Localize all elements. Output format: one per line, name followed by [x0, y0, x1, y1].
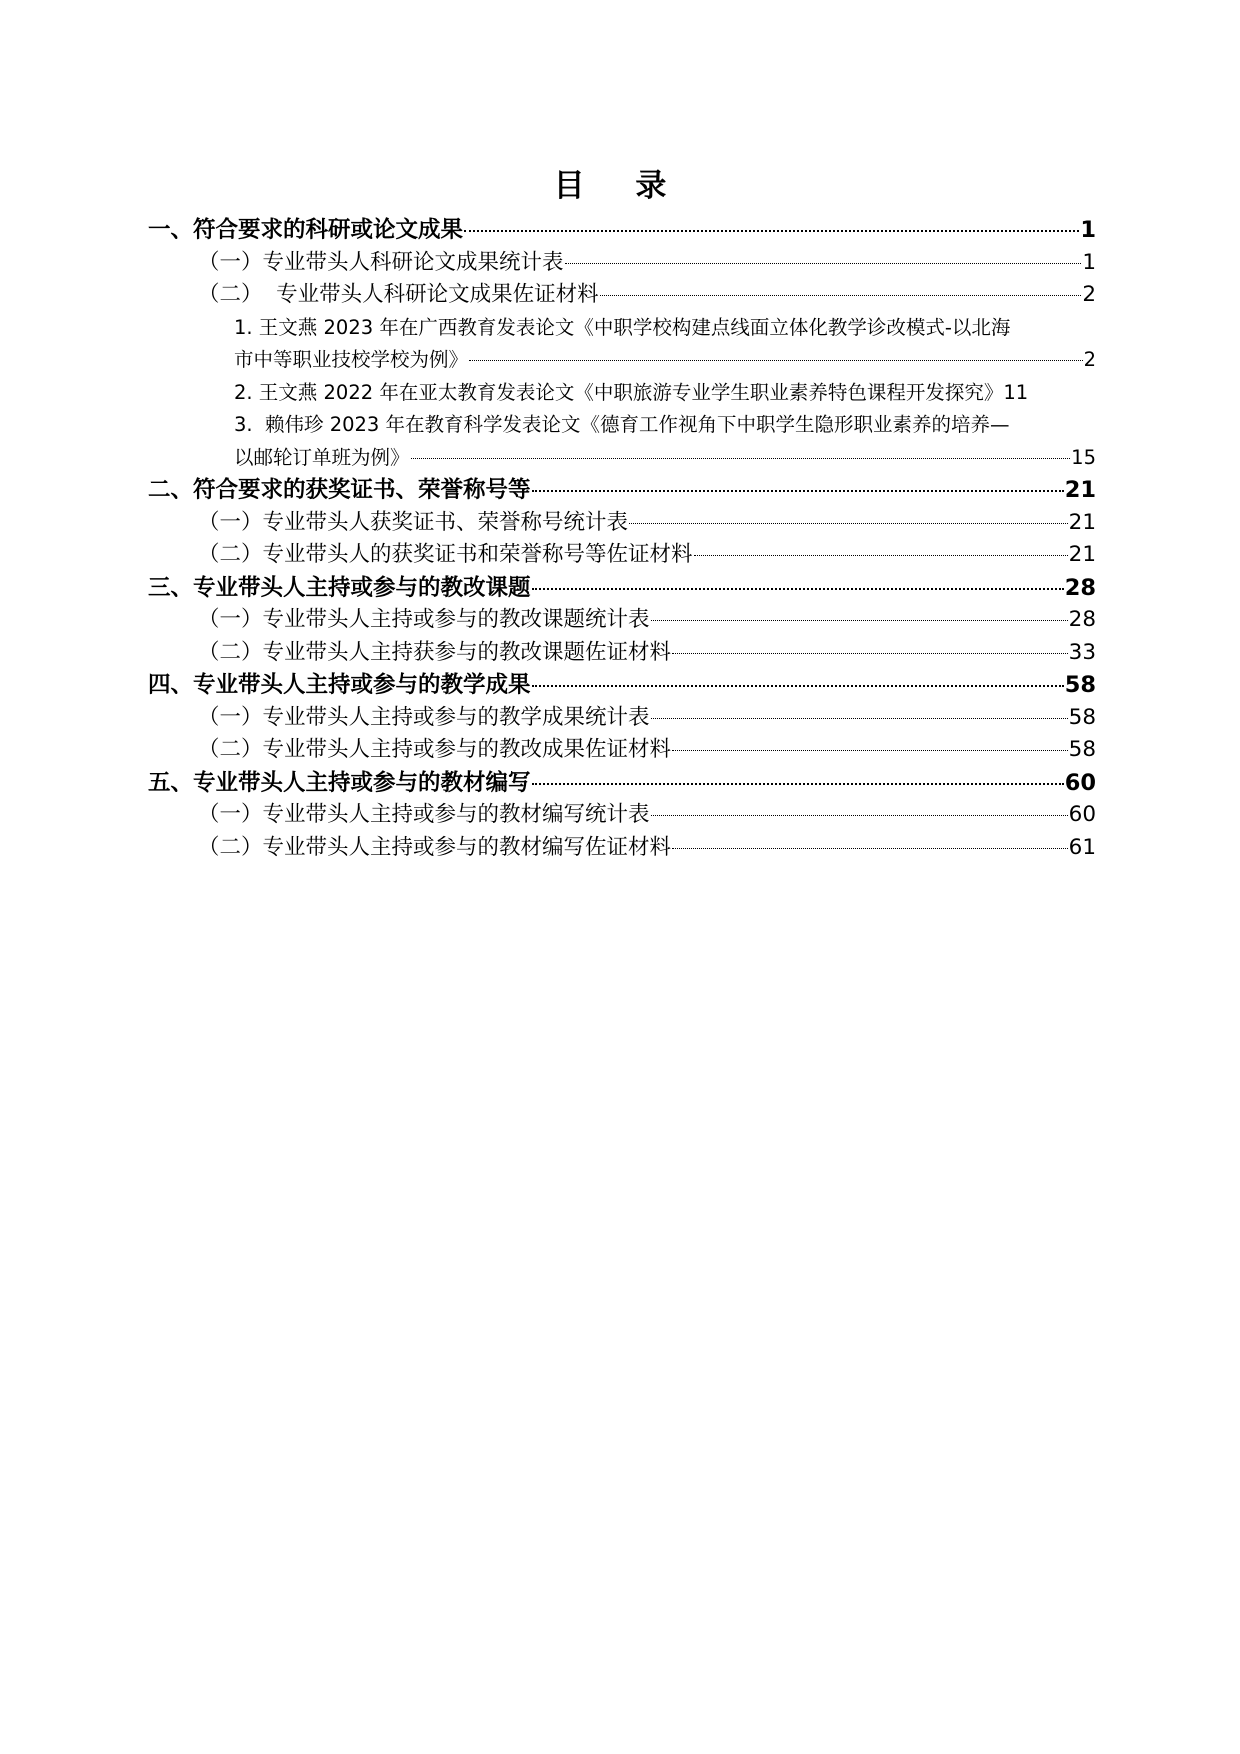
- toc-page-number: 15: [1071, 445, 1096, 469]
- toc-page-number: 28: [1064, 574, 1096, 601]
- dot-leader: [565, 263, 1082, 264]
- toc-entry-item-line1[interactable]: [148, 409, 1096, 442]
- toc-page-number: 21: [1068, 509, 1096, 535]
- toc-entry-section-5[interactable]: [148, 767, 1096, 800]
- toc-entry-subsection[interactable]: [148, 637, 1096, 670]
- dot-leader: [694, 555, 1068, 556]
- toc-entry-title: （二）专业带头人主持或参与的教改成果佐证材料: [198, 737, 672, 762]
- dot-leader: [651, 620, 1068, 621]
- toc-page-number: 60: [1064, 769, 1096, 796]
- toc-page-number: 58: [1068, 704, 1096, 730]
- table-of-contents: [148, 214, 1096, 864]
- toc-entry-subsection[interactable]: [148, 734, 1096, 767]
- toc-entry-title: 五、专业带头人主持或参与的教材编写: [148, 769, 531, 796]
- dot-leader: [651, 718, 1068, 719]
- toc-entry-subsection[interactable]: [148, 832, 1096, 865]
- dot-leader: [469, 360, 1083, 361]
- dot-leader: [411, 458, 1071, 459]
- toc-entry-title: （二）专业带头人主持获参与的教改课题佐证材料: [198, 639, 672, 665]
- toc-page-number: 61: [1068, 834, 1096, 860]
- toc-entry-subsection[interactable]: [148, 702, 1096, 735]
- toc-entry-subsection[interactable]: [148, 279, 1096, 312]
- toc-page-number: 1: [1082, 249, 1096, 275]
- dot-leader: [532, 685, 1064, 687]
- toc-page-number: 2: [1082, 282, 1096, 307]
- toc-page-number: 28: [1068, 607, 1096, 632]
- toc-entry-title: （一）专业带头人科研论文成果统计表: [198, 249, 564, 275]
- toc-entry-subsection[interactable]: [148, 539, 1096, 572]
- toc-page-number: 33: [1068, 639, 1096, 665]
- toc-entry-title: 二、符合要求的获奖证书、荣誉称号等: [148, 477, 531, 503]
- toc-entry-title: 3. 赖伟珍 2023 年在教育科学发表论文《德育工作视角下中职学生隐形职业素养的培养—: [234, 413, 1010, 436]
- toc-entry-title: （二） 专业带头人科研论文成果佐证材料: [198, 282, 599, 307]
- toc-entry-section-4[interactable]: [148, 669, 1096, 702]
- toc-entry-title: 四、专业带头人主持或参与的教学成果: [148, 672, 531, 698]
- toc-entry-subsection[interactable]: [148, 604, 1096, 637]
- dot-leader: [672, 653, 1068, 654]
- toc-entry-title: 三、专业带头人主持或参与的教改课题: [148, 574, 531, 601]
- dot-leader: [651, 815, 1068, 816]
- toc-page-number: 58: [1064, 672, 1096, 698]
- dot-leader: [532, 588, 1064, 590]
- toc-entry-title: （二）专业带头人的获奖证书和荣誉称号等佐证材料: [198, 542, 693, 567]
- dot-leader: [672, 848, 1068, 849]
- toc-entry-subsection[interactable]: [148, 247, 1096, 280]
- toc-entry-subsection[interactable]: [148, 507, 1096, 540]
- toc-entry-item[interactable]: [148, 442, 1096, 475]
- toc-entry-title: （一）专业带头人主持或参与的教学成果统计表: [198, 704, 650, 730]
- toc-entry-item[interactable]: [148, 344, 1096, 377]
- toc-page-number: 21: [1068, 542, 1096, 567]
- toc-page-number: 2: [1083, 348, 1096, 371]
- toc-page-number: 60: [1068, 802, 1096, 827]
- toc-entry-title: 市中等职业技校学校为例》: [234, 348, 469, 371]
- toc-entry-title: （一）专业带头人主持或参与的教改课题统计表: [198, 607, 650, 632]
- toc-entry-item[interactable]: [148, 377, 1096, 410]
- toc-entry-title: 以邮轮订单班为例》: [234, 445, 410, 469]
- dot-leader: [672, 750, 1068, 751]
- toc-entry-title: 1. 王文燕 2023 年在广西教育发表论文《中职学校构建点线面立体化教学诊改模式-以北海: [234, 315, 1011, 339]
- page-title: 目 录: [553, 168, 687, 204]
- toc-page-number: 11: [1003, 380, 1029, 404]
- toc-entry-section-2[interactable]: [148, 474, 1096, 507]
- toc-page-number: 58: [1068, 737, 1096, 762]
- toc-entry-subsection[interactable]: [148, 799, 1096, 832]
- toc-entry-title: （一）专业带头人获奖证书、荣誉称号统计表: [198, 509, 629, 535]
- dot-leader: [629, 523, 1068, 524]
- dot-leader: [532, 490, 1064, 492]
- dot-leader: [600, 295, 1082, 296]
- toc-entry-item-line1[interactable]: [148, 312, 1096, 345]
- dot-leader: [532, 783, 1064, 785]
- toc-entry-title: （一）专业带头人主持或参与的教材编写统计表: [198, 802, 650, 827]
- toc-entry-title: 2. 王文燕 2022 年在亚太教育发表论文《中职旅游专业学生职业素养特色课程开发探究》: [234, 380, 1004, 404]
- toc-entry-section-1[interactable]: [148, 214, 1096, 247]
- toc-entry-section-3[interactable]: [148, 572, 1096, 605]
- toc-entry-title: （二）专业带头人主持或参与的教材编写佐证材料: [198, 834, 672, 860]
- toc-page-number: 21: [1064, 477, 1096, 503]
- dot-leader: [464, 230, 1079, 232]
- toc-entry-title: 一、符合要求的科研或论文成果: [148, 217, 464, 243]
- toc-page-number: 1: [1080, 217, 1096, 243]
